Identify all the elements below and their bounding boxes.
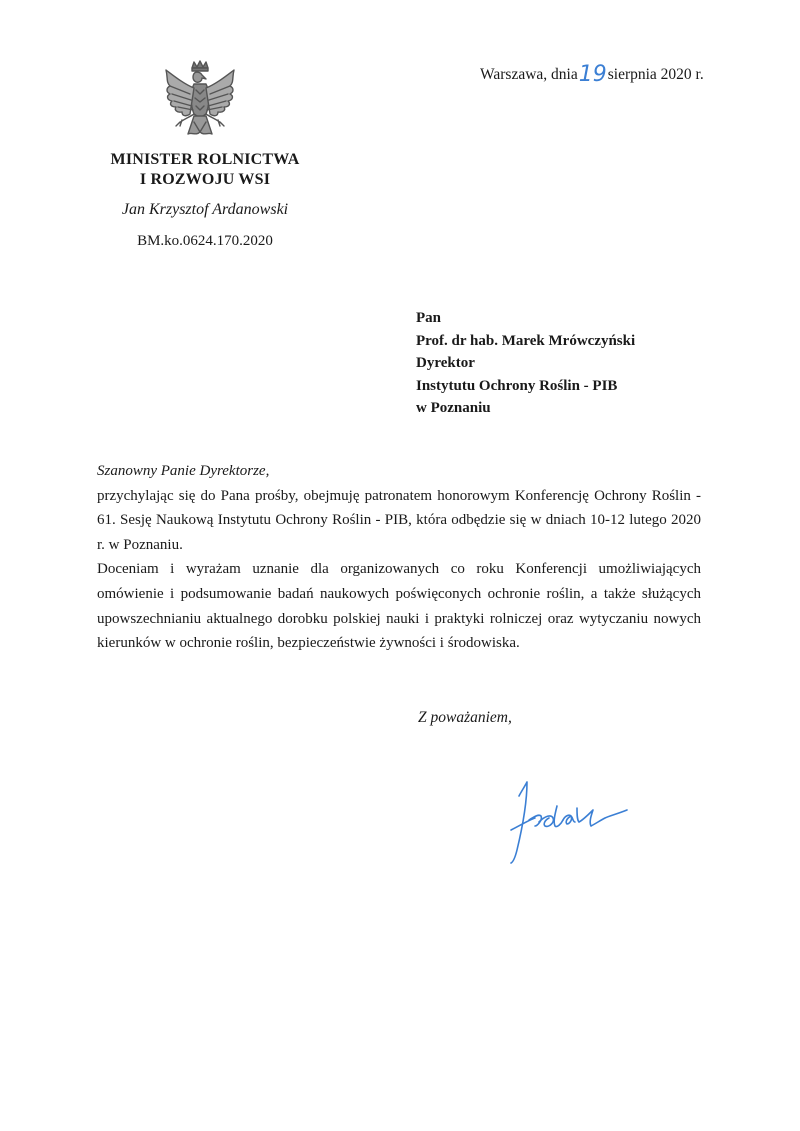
minister-title-line2: I ROZWOJU WSI	[139, 171, 271, 188]
recipient-line: Pan	[416, 310, 442, 326]
sender-block	[60, 150, 350, 250]
body-paragraph: Doceniam i wyrażam uznanie dla organizowanych co roku Konferencji umożliwiających omówienie i podsumowanie badań naukowych poświęconych ochronie roślin, a także służących upowszechnianiu aktualnego dorobku polskiej nauki i praktyki rolniczej oraz wytyczaniu nowych kierunków w ochronie roślin, bezpieczeństwie żywności i środowiska.	[97, 561, 701, 652]
recipient-line: Dyrektor	[416, 355, 475, 371]
letter-body	[97, 459, 701, 656]
minister-title-line1: MINISTER ROLNICTWA	[110, 151, 300, 168]
closing-phrase: Z poważaniem,	[418, 709, 512, 726]
body-paragraph: przychylając się do Pana prośby, obejmuję patronatem honorowym Konferencję Ochrony Roślin - 61. Sesję Naukową Instytutu Ochrony Roślin - PIB, która odbędzie się w dniach 10-12 lutego 2020 r. w Poznaniu.	[97, 487, 701, 553]
recipient-address	[416, 307, 746, 420]
reference-number: BM.ko.0624.170.2020	[137, 233, 273, 249]
recipient-line: w Poznaniu	[416, 400, 491, 416]
place-date	[480, 60, 740, 85]
polish-eagle-emblem-icon	[152, 58, 248, 154]
handwritten-signature-icon	[505, 770, 640, 865]
recipient-line: Instytutu Ochrony Roślin - PIB	[416, 377, 618, 394]
minister-name: Jan Krzysztof Ardanowski	[121, 201, 289, 218]
handwritten-day: 19	[578, 62, 607, 87]
date-suffix: sierpnia 2020 r.	[607, 66, 704, 83]
date-prefix: Warszawa, dnia	[480, 66, 578, 83]
salutation: Szanowny Panie Dyrektorze,	[97, 463, 270, 479]
recipient-line: Prof. dr hab. Marek Mrówczyński	[416, 332, 636, 349]
